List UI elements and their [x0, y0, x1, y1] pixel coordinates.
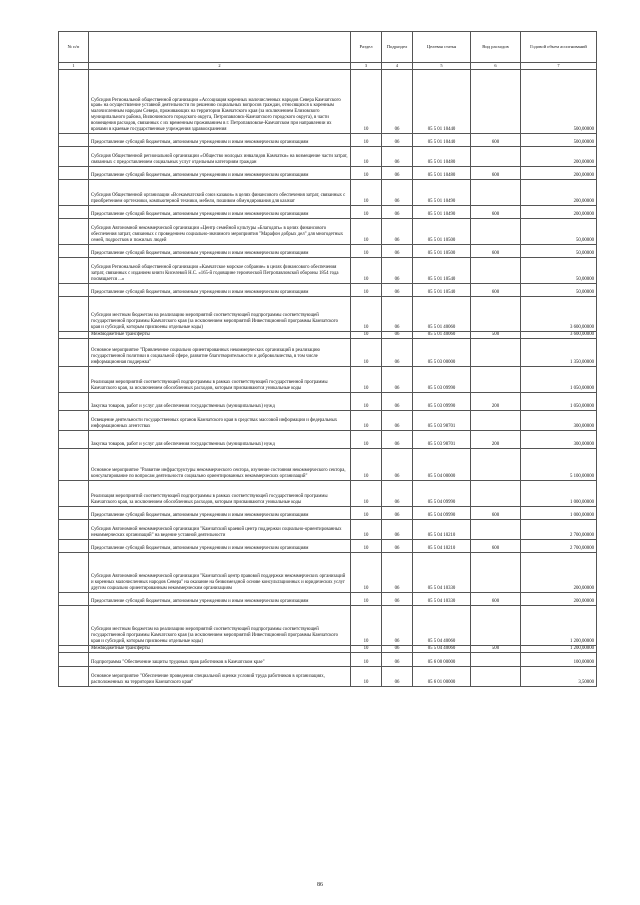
row-section-cell: 10: [351, 431, 382, 449]
row-section-cell: 10: [351, 284, 382, 297]
row-expense-cell: 200: [471, 393, 521, 411]
row-num-cell: [59, 520, 89, 540]
row-name-cell: Субсидия Автономной некоммерческой организации "Камчатский центр правовой поддержки некоммерческих организаций и коренных малочисленных народов Севера" на оказание на безвозмездной основе консультационных и юридических услуг другим социально ориентированным некоммерческим организациям: [89, 553, 351, 593]
row-target-cell: 05 5 04 10210: [413, 540, 471, 553]
row-num-cell: [59, 553, 89, 593]
table-row: [59, 147, 597, 167]
row-amount-cell: 300,00000: [521, 431, 597, 449]
row-expense-cell: [471, 367, 521, 393]
row-subsection-cell: 06: [382, 606, 413, 646]
row-subsection-cell: 06: [382, 431, 413, 449]
table-row: [59, 507, 597, 520]
table-header: [59, 32, 597, 63]
row-num-cell: [59, 167, 89, 180]
table-row: [59, 134, 597, 147]
row-subsection-cell: 06: [382, 134, 413, 147]
row-amount-cell: 1 000,00000: [521, 507, 597, 520]
row-name-cell: Реализация мероприятий соответствующей подпрограммы в рамках соответствующей государственной программы Камчатского края, за исключением обособленных расходов, которым присваиваются уникальные коды: [89, 481, 351, 507]
row-subsection-cell: 06: [382, 297, 413, 332]
row-name-cell: Основное мероприятие "Развитие инфраструктуры некоммерческого сектора, изучение состояния некоммерческого сектора, консультирование по вопросам деятельности социально ориентированных некоммерческих организаций": [89, 449, 351, 481]
row-subsection-cell: 06: [382, 540, 413, 553]
row-target-cell: 05 6 00 00000: [413, 653, 471, 667]
row-name-cell: Межбюджетные трансферты: [89, 332, 351, 339]
budget-document: [58, 31, 596, 687]
row-num-cell: [59, 646, 89, 653]
header-amount: Годовой объем ассигнований: [521, 32, 597, 63]
col-number: 4: [382, 63, 413, 70]
table-row: [59, 481, 597, 507]
row-section-cell: 10: [351, 219, 382, 245]
row-section-cell: 10: [351, 332, 382, 339]
row-expense-cell: 600: [471, 134, 521, 147]
row-subsection-cell: 06: [382, 284, 413, 297]
row-target-cell: 05 5 04 09990: [413, 507, 471, 520]
row-subsection-cell: 06: [382, 206, 413, 219]
row-amount-cell: 3 600,00000: [521, 332, 597, 339]
row-amount-cell: 5 100,00000: [521, 449, 597, 481]
row-section-cell: 10: [351, 449, 382, 481]
row-subsection-cell: 06: [382, 520, 413, 540]
row-target-cell: 05 5 04 10210: [413, 520, 471, 540]
row-subsection-cell: 06: [382, 258, 413, 284]
row-name-cell: Субсидия Региональной общественной организации «Камчатское морское собрание» в целях финансового обеспечения затрат, связанных с изданием книги Киселевой Н.С. «165-й годовщине героической Петропавловской обороны 1854 года посвящается ...»: [89, 258, 351, 284]
col-number: 7: [521, 63, 597, 70]
row-target-cell: 05 5 03 09990: [413, 393, 471, 411]
row-amount-cell: 1 000,00000: [521, 481, 597, 507]
col-number: 6: [471, 63, 521, 70]
row-subsection-cell: 06: [382, 180, 413, 206]
table-row: [59, 411, 597, 431]
row-section-cell: 10: [351, 393, 382, 411]
row-num-cell: [59, 411, 89, 431]
row-expense-cell: [471, 411, 521, 431]
row-num-cell: [59, 180, 89, 206]
row-amount-cell: 500,00000: [521, 70, 597, 134]
row-section-cell: 10: [351, 653, 382, 667]
row-expense-cell: [471, 606, 521, 646]
row-section-cell: 10: [351, 339, 382, 367]
row-amount-cell: 200,00000: [521, 553, 597, 593]
header-target: Целевая статья: [413, 32, 471, 63]
row-name-cell: Предоставление субсидий бюджетным, автономным учреждениям и иным некоммерческим организациям: [89, 507, 351, 520]
row-amount-cell: 1 350,00000: [521, 339, 597, 367]
row-name-cell: Субсидии местным бюджетам на реализацию мероприятий соответствующей подпрограммы соответствующей государственной программы Камчатского края (за исключением мероприятий Инвестиционной программы Камчатского края и субсидий, которым присвоены отдельные коды): [89, 606, 351, 646]
row-amount-cell: 1 050,00000: [521, 393, 597, 411]
table-row: [59, 393, 597, 411]
row-expense-cell: [471, 653, 521, 667]
row-section-cell: 10: [351, 646, 382, 653]
row-amount-cell: 3,50000: [521, 667, 597, 687]
table-row: [59, 653, 597, 667]
row-amount-cell: 1 050,00000: [521, 367, 597, 393]
row-amount-cell: 50,00000: [521, 245, 597, 258]
header-name: [89, 32, 351, 63]
row-section-cell: 10: [351, 606, 382, 646]
row-section-cell: 10: [351, 540, 382, 553]
row-expense-cell: 200: [471, 431, 521, 449]
table-row: [59, 339, 597, 367]
header-section: Раздел: [351, 32, 382, 63]
row-name-cell: Субсидии местным бюджетам на реализацию мероприятий соответствующей подпрограммы соответствующей государственной программы Камчатского края (за исключением мероприятий Инвестиционной программы Камчатского края и субсидий, которым присвоены отдельные коды): [89, 297, 351, 332]
row-num-cell: [59, 147, 89, 167]
row-expense-cell: [471, 339, 521, 367]
row-expense-cell: [471, 70, 521, 134]
row-expense-cell: [471, 297, 521, 332]
row-subsection-cell: 06: [382, 367, 413, 393]
table-row: [59, 520, 597, 540]
row-subsection-cell: 06: [382, 507, 413, 520]
table-body: [59, 70, 597, 687]
row-target-cell: 05 5 01 10440: [413, 134, 471, 147]
row-subsection-cell: 06: [382, 147, 413, 167]
row-subsection-cell: 06: [382, 449, 413, 481]
row-target-cell: 05 5 04 10330: [413, 593, 471, 606]
row-num-cell: [59, 284, 89, 297]
row-target-cell: 05 5 01 10480: [413, 167, 471, 180]
row-name-cell: Закупка товаров, работ и услуг для обеспечения государственных (муниципальных) нужд: [89, 393, 351, 411]
row-target-cell: 05 5 04 09990: [413, 481, 471, 507]
table-row: [59, 646, 597, 653]
row-expense-cell: [471, 258, 521, 284]
row-num-cell: [59, 507, 89, 520]
table-row: [59, 606, 597, 646]
header-subsection: Подраздел: [382, 32, 413, 63]
row-subsection-cell: 06: [382, 332, 413, 339]
table-row: [59, 553, 597, 593]
header-expense: Вид расходов: [471, 32, 521, 63]
row-subsection-cell: 06: [382, 219, 413, 245]
table-row: [59, 258, 597, 284]
row-name-cell: Основное мероприятие "Привлечение социально ориентированных некоммерческих организаций в реализацию государственной политики в социальной сфере, развитие благотворительности и добровольчества, в том числе информационная поддержка": [89, 339, 351, 367]
row-section-cell: 10: [351, 245, 382, 258]
table-row: [59, 297, 597, 332]
row-target-cell: 05 5 04 40060: [413, 646, 471, 653]
row-target-cell: 05 5 04 00000: [413, 449, 471, 481]
row-target-cell: 05 5 01 10490: [413, 206, 471, 219]
row-target-cell: 05 5 03 98701: [413, 431, 471, 449]
row-num-cell: [59, 481, 89, 507]
row-amount-cell: 100,00000: [521, 653, 597, 667]
row-amount-cell: 2 700,00000: [521, 540, 597, 553]
table-row: [59, 180, 597, 206]
row-target-cell: 05 5 01 10540: [413, 258, 471, 284]
row-subsection-cell: 06: [382, 667, 413, 687]
row-section-cell: 10: [351, 481, 382, 507]
row-num-cell: [59, 206, 89, 219]
row-name-cell: Субсидия Автономной некоммерческой организации "Камчатский краевой центр поддержки социально-ориентированных некоммерческих организаций" на ведение уставной деятельности: [89, 520, 351, 540]
row-name-cell: Предоставление субсидий бюджетным, автономным учреждениям и иным некоммерческим организациям: [89, 206, 351, 219]
row-section-cell: 10: [351, 297, 382, 332]
row-expense-cell: 600: [471, 206, 521, 219]
row-target-cell: 05 5 01 10490: [413, 180, 471, 206]
row-section-cell: 10: [351, 667, 382, 687]
table-row: [59, 70, 597, 134]
row-subsection-cell: 06: [382, 653, 413, 667]
page-number: 86: [317, 882, 323, 888]
table-row: [59, 284, 597, 297]
row-target-cell: 05 5 03 00000: [413, 339, 471, 367]
table-row: [59, 449, 597, 481]
row-target-cell: 05 5 01 10480: [413, 147, 471, 167]
col-number: 3: [351, 63, 382, 70]
col-number: 5: [413, 63, 471, 70]
row-section-cell: 10: [351, 553, 382, 593]
table-row: [59, 540, 597, 553]
row-subsection-cell: 06: [382, 245, 413, 258]
row-target-cell: 05 5 04 10330: [413, 553, 471, 593]
table-row: [59, 245, 597, 258]
row-section-cell: 10: [351, 507, 382, 520]
row-section-cell: 10: [351, 70, 382, 134]
row-section-cell: 10: [351, 134, 382, 147]
row-target-cell: 05 5 03 09990: [413, 367, 471, 393]
row-amount-cell: 50,00000: [521, 219, 597, 245]
row-name-cell: Подпрограмма "Обеспечение защиты трудовых прав работников в Камчатском крае": [89, 653, 351, 667]
row-num-cell: [59, 134, 89, 147]
column-numbers-row: [59, 63, 597, 70]
row-target-cell: 05 5 01 10440: [413, 70, 471, 134]
row-expense-cell: 500: [471, 646, 521, 653]
row-num-cell: [59, 431, 89, 449]
row-name-cell: Реализация мероприятий соответствующей подпрограммы в рамках соответствующей государственной программы Камчатского края, за исключением обособленных расходов, которым присваиваются уникальные коды: [89, 367, 351, 393]
row-target-cell: 05 5 01 10500: [413, 245, 471, 258]
row-subsection-cell: 06: [382, 70, 413, 134]
row-target-cell: 05 6 01 00000: [413, 667, 471, 687]
table-row: [59, 206, 597, 219]
row-num-cell: [59, 332, 89, 339]
budget-table: [58, 31, 597, 687]
row-num-cell: [59, 449, 89, 481]
row-expense-cell: 600: [471, 284, 521, 297]
row-name-cell: Межбюджетные трансферты: [89, 646, 351, 653]
table-row: [59, 167, 597, 180]
row-expense-cell: [471, 449, 521, 481]
row-num-cell: [59, 245, 89, 258]
row-amount-cell: 50,00000: [521, 284, 597, 297]
row-amount-cell: 50,00000: [521, 258, 597, 284]
table-row: [59, 367, 597, 393]
col-number: 1: [59, 63, 89, 70]
row-section-cell: 10: [351, 206, 382, 219]
table-row: [59, 219, 597, 245]
row-expense-cell: [471, 520, 521, 540]
row-name-cell: Предоставление субсидий бюджетным, автономным учреждениям и иным некоммерческим организациям: [89, 540, 351, 553]
row-num-cell: [59, 367, 89, 393]
row-name-cell: Закупка товаров, работ и услуг для обеспечения государственных (муниципальных) нужд: [89, 431, 351, 449]
row-num-cell: [59, 70, 89, 134]
row-name-cell: Предоставление субсидий бюджетным, автономным учреждениям и иным некоммерческим организациям: [89, 167, 351, 180]
table-row: [59, 593, 597, 606]
row-amount-cell: 3 600,00000: [521, 297, 597, 332]
row-name-cell: Предоставление субсидий бюджетным, автономным учреждениям и иным некоммерческим организациям: [89, 134, 351, 147]
row-name-cell: Предоставление субсидий бюджетным, автономным учреждениям и иным некоммерческим организациям: [89, 245, 351, 258]
row-target-cell: 05 5 04 40060: [413, 606, 471, 646]
row-num-cell: [59, 393, 89, 411]
header-num: № п/п: [59, 32, 89, 63]
row-amount-cell: 1 200,00000: [521, 606, 597, 646]
row-expense-cell: [471, 667, 521, 687]
row-target-cell: 05 5 01 40060: [413, 297, 471, 332]
row-amount-cell: 200,00000: [521, 180, 597, 206]
row-amount-cell: 500,00000: [521, 134, 597, 147]
row-expense-cell: [471, 147, 521, 167]
row-expense-cell: 600: [471, 540, 521, 553]
row-name-cell: Субсидия Региональной общественной организации «Ассоциация коренных малочисленных народов Севера Камчатского края» на осуществление уставной деятельности по решению социальных вопросов граждан, относящихся к коренным малочисленным народам Севера, проживающих на территории Камчатского края (за исключением Елизовского муниципального района, Вилючинского городского округа, Петропавловск-Камчатского городского округа), в части возмещения расходов, связанных с их временным проживанием в г. Петропавловске-Камчатском при направлении их врачами в краевые государственные учреждения здравоохранения: [89, 70, 351, 134]
row-name-cell: Освещение деятельности государственных органов Камчатского края в средствах массовой информации и федеральных информационных агентствах: [89, 411, 351, 431]
row-name-cell: Субсидия Общественной региональной организации «Общество молодых инвалидов Камчатки» на возмещение части затрат, связанных с предоставлением социальных услуг отдельным категориям граждан: [89, 147, 351, 167]
row-target-cell: 05 5 01 10500: [413, 219, 471, 245]
row-name-cell: Предоставление субсидий бюджетным, автономным учреждениям и иным некоммерческим организациям: [89, 593, 351, 606]
row-section-cell: 10: [351, 180, 382, 206]
row-subsection-cell: 06: [382, 393, 413, 411]
row-name-cell: Субсидия Общественной организации «Всекамчатский союз казаков» в целях финансового обеспечения затрат, связанных с приобретением оргтехники, компьютерной техники, мебели, пошивом обмундирования для казачат: [89, 180, 351, 206]
row-target-cell: 05 5 03 98701: [413, 411, 471, 431]
row-name-cell: Субсидия Автономной некоммерческой организации «Центр семейной культуры «Благодать» в целях финансового обеспечения затрат, связанных с проведением социально-значимого мероприятия "Марафон добрых дел" для многодетных семей, подростков и пожилых людей: [89, 219, 351, 245]
row-expense-cell: [471, 553, 521, 593]
row-section-cell: 10: [351, 593, 382, 606]
row-section-cell: 10: [351, 367, 382, 393]
row-subsection-cell: 06: [382, 411, 413, 431]
row-expense-cell: 600: [471, 593, 521, 606]
row-amount-cell: 200,00000: [521, 147, 597, 167]
row-target-cell: 05 5 01 10540: [413, 284, 471, 297]
row-expense-cell: [471, 219, 521, 245]
row-expense-cell: 600: [471, 507, 521, 520]
row-num-cell: [59, 258, 89, 284]
row-amount-cell: 200,00000: [521, 167, 597, 180]
row-name-cell: Предоставление субсидий бюджетным, автономным учреждениям и иным некоммерческим организациям: [89, 284, 351, 297]
row-expense-cell: 500: [471, 332, 521, 339]
row-subsection-cell: 06: [382, 553, 413, 593]
table-row: [59, 667, 597, 687]
row-num-cell: [59, 219, 89, 245]
row-amount-cell: 1 200,00000: [521, 646, 597, 653]
row-section-cell: 10: [351, 147, 382, 167]
row-section-cell: 10: [351, 520, 382, 540]
col-number: 2: [89, 63, 351, 70]
row-num-cell: [59, 653, 89, 667]
row-section-cell: 10: [351, 258, 382, 284]
row-subsection-cell: 06: [382, 646, 413, 653]
row-amount-cell: 200,00000: [521, 206, 597, 219]
row-section-cell: 10: [351, 411, 382, 431]
row-subsection-cell: 06: [382, 339, 413, 367]
row-expense-cell: 600: [471, 167, 521, 180]
row-amount-cell: 300,00000: [521, 411, 597, 431]
row-num-cell: [59, 593, 89, 606]
row-expense-cell: [471, 180, 521, 206]
row-section-cell: 10: [351, 167, 382, 180]
row-num-cell: [59, 339, 89, 367]
row-subsection-cell: 06: [382, 481, 413, 507]
row-target-cell: 05 5 01 40060: [413, 332, 471, 339]
row-num-cell: [59, 540, 89, 553]
row-num-cell: [59, 606, 89, 646]
table-row: [59, 332, 597, 339]
row-expense-cell: [471, 481, 521, 507]
row-num-cell: [59, 667, 89, 687]
row-subsection-cell: 06: [382, 593, 413, 606]
row-subsection-cell: 06: [382, 167, 413, 180]
row-amount-cell: 200,00000: [521, 593, 597, 606]
table-row: [59, 431, 597, 449]
row-name-cell: Основное мероприятие "Обеспечение проведения специальной оценки условий труда работников в организациях, расположенных на территории Камчатского края": [89, 667, 351, 687]
row-num-cell: [59, 297, 89, 332]
row-amount-cell: 2 700,00000: [521, 520, 597, 540]
row-expense-cell: 600: [471, 245, 521, 258]
